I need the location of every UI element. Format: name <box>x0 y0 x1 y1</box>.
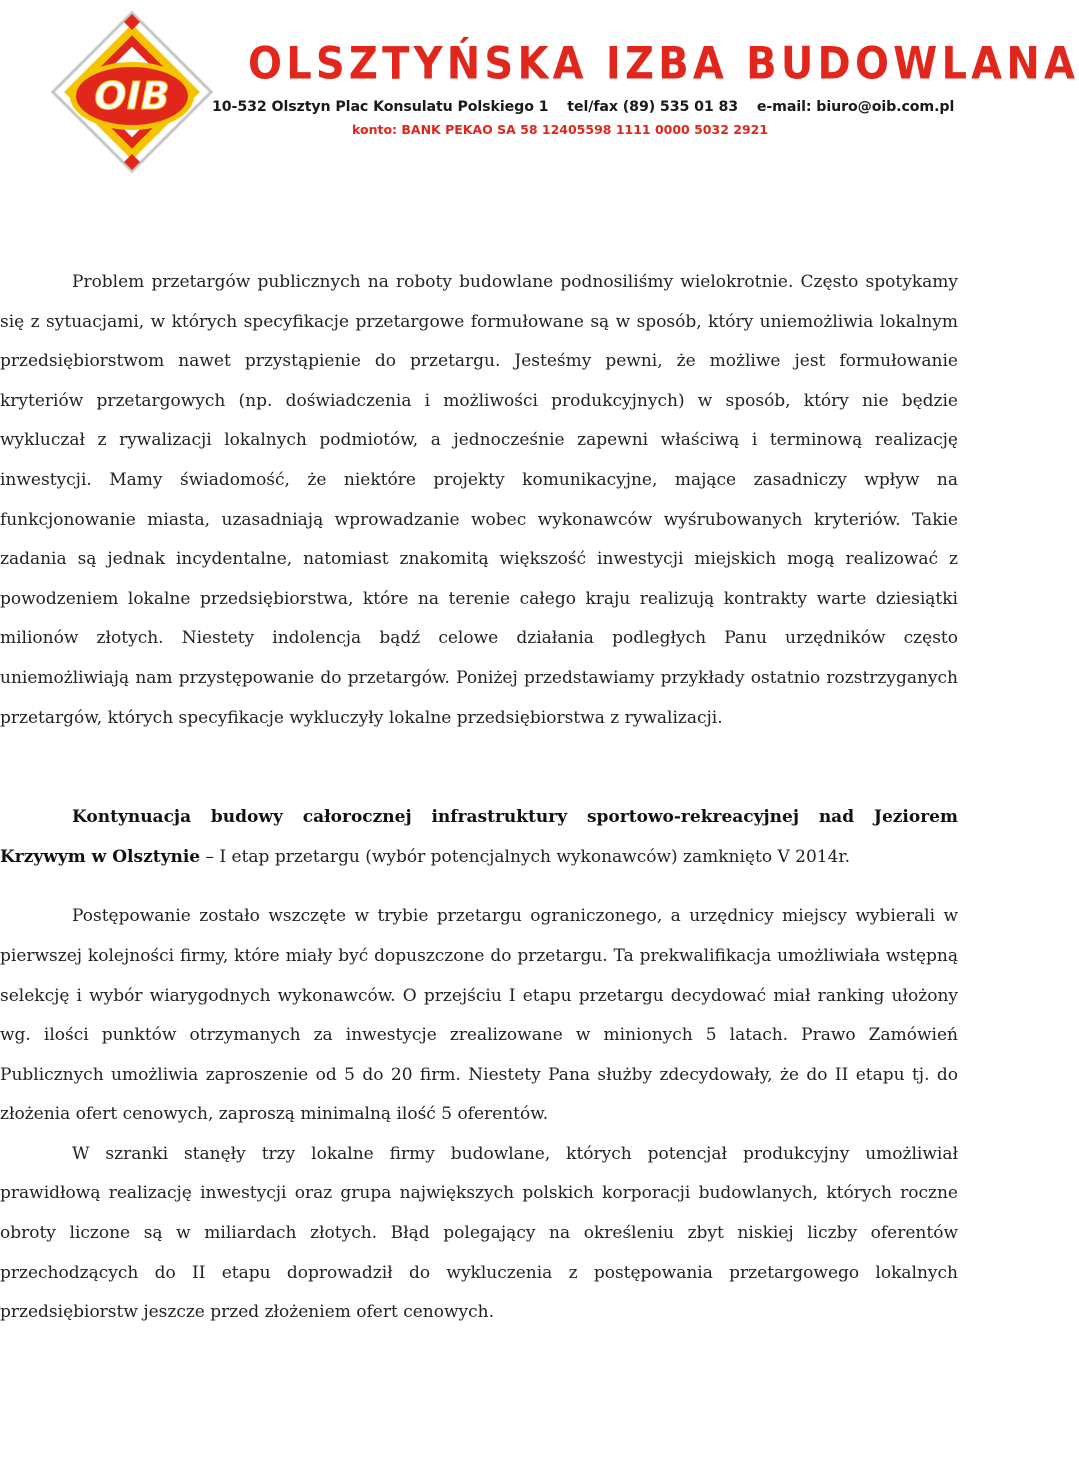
letterhead <box>0 0 1079 190</box>
procedure-paragraph: Postępowanie zostało wszczęte w trybie przetargu ograniczonego, a urzędnicy miejscy wybierali w pierwszej kolejności firmy, które miały być dopuszczone do przetargu. Ta prekwalifikacja umożliwiała wstępną selekcję i wybór wiarygodnych wykonawców. O przejściu I etapu przetargu decydować miał ranking ułożony wg. ilości punktów otrzymanych za inwestycje zrealizowane w minionych 5 latach. Prawo Zamówień Publicznych umożliwia zaproszenie od 5 do 20 firm. Niestety Pana służby zdecydowały, że do II etapu tj. do złożenia ofert cenowych, zaproszą minimalną ilość 5 oferentów. <box>0 906 958 1125</box>
address-text: 10-532 Olsztyn Plac Konsulatu Polskiego 1 <box>212 99 549 115</box>
competitors-paragraph: W szranki stanęły trzy lokalne firmy budowlane, których potencjał produkcyjny umożliwiał prawidłową realizację inwestycji oraz grupa największych polskich korporacji budowlanych, których roczne obroty liczone są w miliardach złotych. Błąd polegający na określeniu zbyt niskiej liczby oferentów przechodzących do II etapu doprowadził do wykluczenia z postępowania przetargowego lokalnych przedsiębiorstw jeszcze przed złożeniem ofert cenowych. <box>0 1143 958 1323</box>
document-body <box>0 263 958 1333</box>
tender-heading <box>0 798 958 877</box>
oib-logo <box>40 8 225 186</box>
tender-heading-title: Kontynuacja budowy całorocznej infrastruktury sportowo-rekreacyjnej nad Jeziorem Krzywym w Olsztynie <box>0 807 958 867</box>
tender-heading-detail: – I etap przetargu (wybór potencjalnych wykonawców) zamknięto V 2014r. <box>200 846 851 867</box>
contact-line <box>212 99 968 115</box>
intro-paragraph: Problem przetargów publicznych na roboty budowlane podnosiliśmy wielokrotnie. Często spotykamy się z sytuacjami, w których specyfikacje przetargowe formułowane są w sposób, który uniemożliwia lokalnym przedsiębiorstwom nawet przystąpienie do przetargu. Jesteśmy pewni, że możliwe jest formułowanie kryteriów przetargowych (np. doświadczenia i możliwości produkcyjnych) w sposób, który nie będzie wykluczał z rywalizacji lokalnych podmiotów, a jednocześnie zapewni właściwą i terminową realizację inwestycji. Mamy świadomość, że niektóre projekty komunikacyjne, mające zasadniczy wpływ na funkcjonowanie miasta, uzasadniają wprowadzanie wobec wykonawców wyśrubowanych kryteriów. Takie zadania są jednak incydentalne, natomiast znakomitą większość inwestycji miejskich mogą realizować z powodzeniem lokalne przedsiębiorstwa, które na terenie całego kraju realizują kontrakty warte dziesiątki milionów złotych. Niestety indolencja bądź celowe działania podległych Panu urzędników często uniemożliwiają nam przystępowanie do przetargów. Poniżej przedstawiamy przykłady ostatnio rozstrzyganych przetargów, których specyfikacje wykluczyły lokalne przedsiębiorstwa z rywalizacji. <box>0 272 958 728</box>
organization-name: OLSZTYŃSKA IZBA BUDOWLANA <box>248 38 1079 90</box>
phone-text: tel/fax (89) 535 01 83 <box>567 99 739 115</box>
email-text: e-mail: biuro@oib.com.pl <box>756 99 955 115</box>
logo-text: OIB <box>94 74 170 118</box>
bank-account-text: konto: BANK PEKAO SA 58 12405598 1111 0000 5032 2921 <box>352 122 769 137</box>
